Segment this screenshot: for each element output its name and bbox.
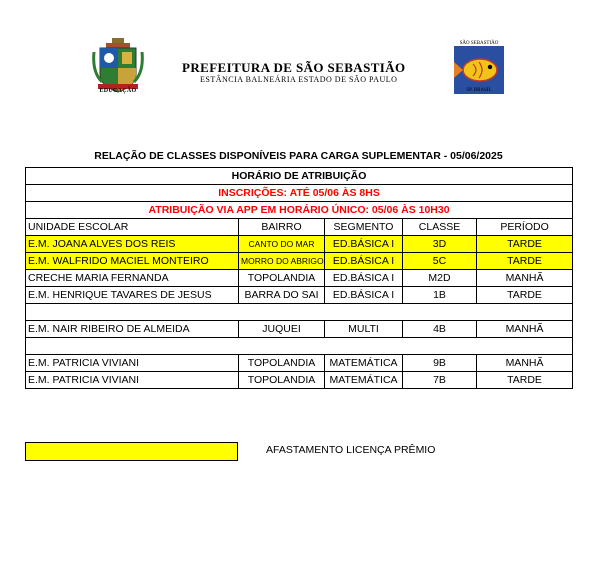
column-header-classe: CLASSE: [403, 219, 477, 236]
cell-bairro: TOPOLANDIA: [239, 372, 325, 389]
cell-segmento: ED.BÁSICA I: [325, 253, 403, 270]
cell-unidade: CRECHE MARIA FERNANDA: [26, 270, 239, 287]
cell-segmento: ED.BÁSICA I: [325, 287, 403, 304]
cell-classe: 1B: [403, 287, 477, 304]
cell-unidade: E.M. NAIR RIBEIRO DE ALMEIDA: [26, 321, 239, 338]
cell-bairro: TOPOLANDIA: [239, 270, 325, 287]
cell-classe: M2D: [403, 270, 477, 287]
table-row: [26, 321, 573, 338]
horario-row: [26, 168, 573, 185]
atribuicao-row: [26, 202, 573, 219]
badge-bottom-label: SP. BRASIL: [466, 88, 492, 93]
page-subtitle: ESTÂNCIA BALNEÁRIA ESTADO DE SÃO PAULO: [200, 75, 398, 84]
blank-cell: [26, 338, 573, 355]
cell-periodo: MANHÃ: [477, 355, 573, 372]
cell-bairro: CANTO DO MAR: [239, 236, 325, 253]
table-row: [26, 287, 573, 304]
cell-bairro: TOPOLANDIA: [239, 355, 325, 372]
atribuicao-label: ATRIBUIÇÃO VIA APP EM HORÁRIO ÚNICO: 05/06 ÀS 10H30: [26, 202, 573, 219]
horario-label: HORÁRIO DE ATRIBUIÇÃO: [26, 168, 573, 185]
table-blank-row: [26, 304, 573, 321]
cell-classe: 4B: [403, 321, 477, 338]
cell-bairro: BARRA DO SAI: [239, 287, 325, 304]
blank-cell: [26, 304, 573, 321]
legend-swatch: [25, 442, 238, 461]
table-header-row: [26, 219, 573, 236]
cell-unidade: E.M. PATRICIA VIVIANI: [26, 372, 239, 389]
classes-table: [25, 167, 573, 389]
column-header-segmento: SEGMENTO: [325, 219, 403, 236]
legend-label: AFASTAMENTO LICENÇA PRÊMIO: [266, 444, 436, 456]
crest-caption: EDUCAÇÃO: [99, 88, 137, 94]
cell-segmento: MATEMÁTICA: [325, 355, 403, 372]
cell-periodo: TARDE: [477, 253, 573, 270]
page-title: PREFEITURA DE SÃO SEBASTIÃO: [182, 60, 406, 75]
badge-top-label: SÃO SEBASTIÃO: [459, 41, 499, 46]
table-row: [26, 355, 573, 372]
column-header-periodo: PERÍODO: [477, 219, 573, 236]
cell-periodo: MANHÃ: [477, 321, 573, 338]
cell-classe: 7B: [403, 372, 477, 389]
table-row: [26, 372, 573, 389]
inscricoes-row: [26, 185, 573, 202]
cell-classe: 9B: [403, 355, 477, 372]
cell-unidade: E.M. HENRIQUE TAVARES DE JESUS: [26, 287, 239, 304]
cell-bairro: MORRO DO ABRIGO: [239, 253, 325, 270]
cell-segmento: MULTI: [325, 321, 403, 338]
table-blank-row: [26, 338, 573, 355]
cell-unidade: E.M. PATRICIA VIVIANI: [26, 355, 239, 372]
column-header-bairro: BAIRRO: [239, 219, 325, 236]
table-row: [26, 236, 573, 253]
cell-unidade: E.M. WALFRIDO MACIEL MONTEIRO: [26, 253, 239, 270]
document-title: RELAÇÃO DE CLASSES DISPONÍVEIS PARA CARGA SUPLEMENTAR - 05/06/2025: [94, 150, 503, 162]
cell-periodo: MANHÃ: [477, 270, 573, 287]
cell-segmento: ED.BÁSICA I: [325, 236, 403, 253]
cell-periodo: TARDE: [477, 372, 573, 389]
cell-classe: 3D: [403, 236, 477, 253]
table-row: [26, 270, 573, 287]
cell-classe: 5C: [403, 253, 477, 270]
table-row: [26, 253, 573, 270]
cell-periodo: TARDE: [477, 287, 573, 304]
cell-segmento: MATEMÁTICA: [325, 372, 403, 389]
cell-unidade: E.M. JOANA ALVES DOS REIS: [26, 236, 239, 253]
inscricoes-label: INSCRIÇÕES: ATÉ 05/06 ÀS 8HS: [26, 185, 573, 202]
cell-bairro: JUQUEI: [239, 321, 325, 338]
column-header-unidade: UNIDADE ESCOLAR: [26, 219, 239, 236]
cell-segmento: ED.BÁSICA I: [325, 270, 403, 287]
cell-periodo: TARDE: [477, 236, 573, 253]
